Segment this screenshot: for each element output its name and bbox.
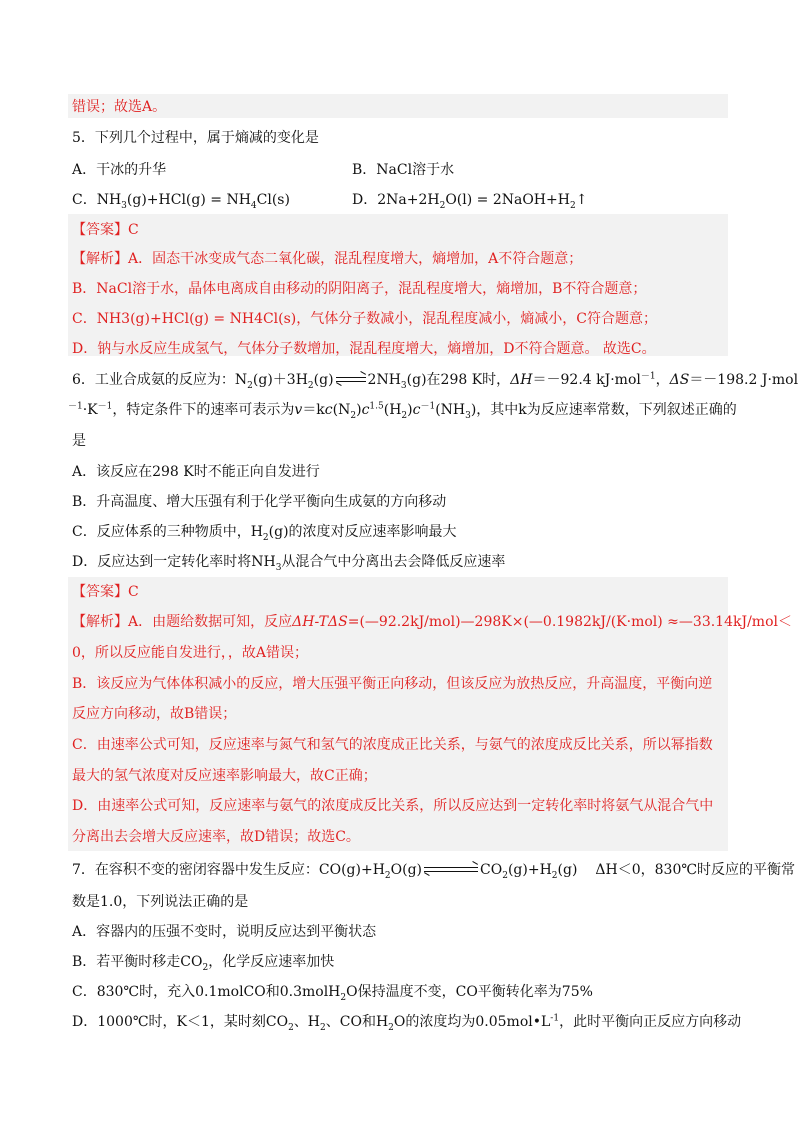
q6-option-a: A．该反应在298 K时不能正向自发进行 <box>72 464 320 480</box>
q6-explanation-line: 【解析】A．由题给数据可知，反应ΔH-TΔS=(—92.2kJ/mol)—298K×(—0.1982kJ/(K·mol) ≈—33.14kJ/mol＜ <box>72 614 792 630</box>
q6-explanation-line: 反应方向移动，故B错误； <box>72 706 237 722</box>
question-6-stem-line: 6．工业合成氨的反应为：$N_2(g)+3H_2(g)$ $2NH_3(g)$在298 K时，ΔH＝－92.4 kJ·mol$^{-1}$，ΔS＝－198.2 J·mol <box>72 371 799 391</box>
q7-option-d: D．1000℃时，K＜1，某时刻$CO_2$、$H_2$、CO和$H_2O$的浓度均为$0.05mol•L^{-1}$，此时平衡向正反应方向移动 <box>72 1013 742 1033</box>
question-7-stem-line: 7．在容积不变的密闭容器中发生反应：$CO(g)+H_2O(g)$ $CO_2(g)+H_2(g)$ ΔH＜0，830℃时反应的平衡常 <box>72 862 796 881</box>
q5-option-d: D．$2Na+2H_2O(l)$ = $2NaOH+H_2↑$ <box>352 192 588 211</box>
q5-explanation-line: C．NH3(g)+HCl(g) = NH4Cl(s)，气体分子数减小，混乱程度减小，熵减小，C符合题意； <box>72 311 657 327</box>
q6-option-b: B．升高温度、增大压强有利于化学平衡向生成氨的方向移动 <box>72 494 447 510</box>
q5-option-a: A．干冰的升华 <box>72 162 167 178</box>
explanation-block <box>68 94 728 118</box>
q7-option-a: A．容器内的压强不变时，说明反应达到平衡状态 <box>72 924 377 940</box>
q6-option-c: C．反应体系的三种物质中，$H_2(g)$的浓度对反应速率影响最大 <box>72 524 457 543</box>
q7-option-c: C．830℃时，充入0.1molCO和0.3molH$_2$O保持温度不变，CO平衡转化率为75% <box>72 984 593 1003</box>
q6-explanation-line: 分离出去会增大反应速率，故D错误；故选C。 <box>72 829 360 845</box>
q5-answer: 【答案】C <box>72 222 139 238</box>
question-5-stem: 5．下列几个过程中，属于熵减的变化是 <box>72 130 319 146</box>
q6-explanation-line: B．该反应为气体体积减小的反应，增大压强平衡正向移动，但该反应为放热反应，升高温度，平衡向逆 <box>72 676 713 692</box>
q5-option-b: B．NaCl溶于水 <box>352 162 455 178</box>
q6-explanation-line: D．由速率公式可知，反应速率与氨气的浓度成反比关系，所以反应达到一定转化率时将氨气从混合气中 <box>72 798 714 814</box>
q5-explanation-line: D．钠与水反应生成氢气，气体分子数增加，混乱程度增大，熵增加，D不符合题意。 故选C。 <box>72 341 656 357</box>
question-6-stem-line: $^{-1}\cdot K^{-1}$，特定条件下的速率可表示为$v=kc(N_2)c^{1.5}(H_2)c^{-1}(NH_3)$，其中k为反应速率常数，下列叙述正确的 <box>68 401 737 421</box>
q6-answer: 【答案】C <box>72 584 139 600</box>
equilibrium-arrow-icon <box>424 864 478 876</box>
q7-option-b: B．若平衡时移走$CO_2$，化学反应速率加快 <box>72 954 335 973</box>
q5-explanation-line: B．NaCl溶于水，晶体电离成自由移动的阴阳离子，混乱程度增大，熵增加，B不符合题意； <box>72 281 647 297</box>
q6-explanation-line: 最大的氢气浓度对反应速率影响最大，故C正确； <box>72 768 377 784</box>
q5-option-c: C．$NH_3(g)+HCl(g) = NH_4Cl(s)$ <box>72 192 290 211</box>
equilibrium-arrow-icon <box>336 374 366 386</box>
question-7-stem-line: 数是1.0，下列说法正确的是 <box>72 894 249 910</box>
q6-explanation-line: 0，所以反应能自发进行，，故A错误； <box>72 645 309 661</box>
q6-option-d: D．反应达到一定转化率时将$NH_3$从混合气中分离出去会降低反应速率 <box>72 554 506 573</box>
q6-explanation-line: C．由速率公式可知，反应速率与氮气和氢气的浓度成正比关系，与氨气的浓度成反比关系，所以幂指数 <box>72 737 713 753</box>
explanation-line: 错误；故选A。 <box>72 99 167 115</box>
q5-explanation-line: 【解析】A．固态干冰变成气态二氧化碳，混乱程度增大，熵增加，A不符合题意； <box>72 251 583 267</box>
question-6-stem-line: 是 <box>72 433 86 449</box>
